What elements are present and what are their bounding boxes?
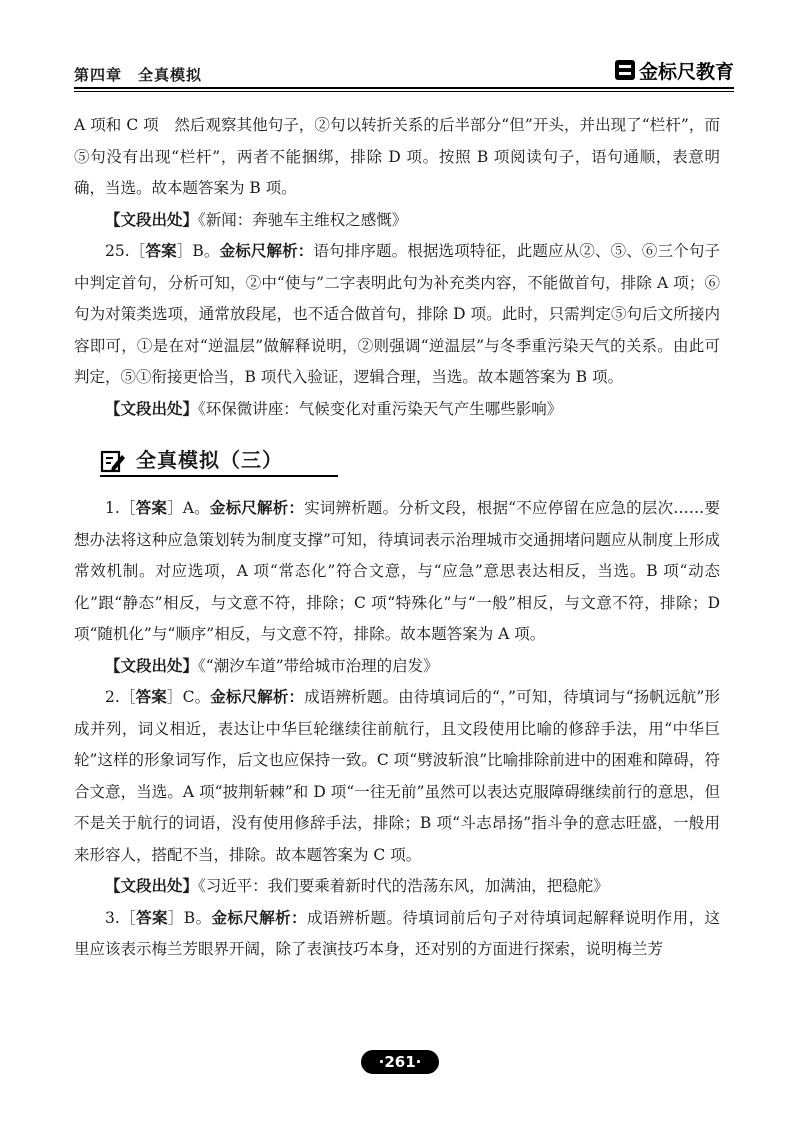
answer-label: 答案: [145, 242, 177, 260]
header-rule: [74, 87, 734, 89]
question-3: [74, 903, 720, 966]
source-label: 【文段出处】: [105, 210, 199, 229]
source-text: 《环保微讲座：气候变化对重污染天气产生哪些影响》: [198, 399, 563, 418]
edit-note-icon: [100, 448, 126, 474]
source-label: 【文段出处】: [105, 656, 199, 675]
analysis-label: 金标尺解析：: [210, 688, 305, 706]
header-rule-thin: [74, 91, 734, 92]
source-25: [74, 394, 720, 426]
answer-value: ］C。: [166, 688, 211, 706]
brand-name: 金标尺教育: [638, 60, 734, 83]
answer-label: 答案: [135, 688, 167, 706]
page-body: [74, 110, 720, 966]
source-text: 《习近平：我们要乘着新时代的浩荡东风，加满油，把稳舵》: [198, 877, 609, 895]
section-title: 全真模拟（三）: [136, 448, 283, 473]
analysis-text: 成语辨析题。由待填词后的“，”可知，待填词与“扬帆远航”形成并列，词义相近，表达让中华巨轮继续往前航行，且文段使用比喻的修辞手法，用“中华巨轮”这样的形象词写作，后文也应保持一致。C 项“劈波斩浪”比喻排除前进中的困难和障碍，符合文意，当选。A 项“披荆斩棘”和 D 项“一往无前”虽然可以表达克服障碍继续前行的意思，但不是关于航行的词语，没有使用修辞手法，排除；B 项“斗志昂扬”指斗争的意志旺盛，一般用来形容人，搭配不当，排除。故本题答案为 C 项。: [74, 688, 720, 864]
analysis-text: 成语辨析题。待填词前后句子对待填词起解释说明作用，这里应该表示梅兰芳眼界开阔，除了表演技巧本身，还对别的方面进行探索，说明梅兰芳: [74, 908, 720, 958]
source-2: [74, 871, 720, 903]
source-1: [74, 651, 720, 683]
question-number: 2.［: [105, 688, 136, 706]
answer-value: ］B。: [176, 242, 220, 260]
paragraph-continuation: A 项和 C 项 然后观察其他句子，②句以转折关系的后半部分“但”开头，并出现了“栏杆”，而⑤句没有出现“栏杆”，两者不能捆绑，排除 D 项。按照 B 项阅读句子，语句通顺，表意明确，当选。故本题答案为 B 项。: [74, 116, 720, 197]
question-25: [74, 236, 720, 394]
analysis-text: 实词辨析题。分析文段，根据“不应停留在应急的层次……要想办法将这种应急策划转为制度支撑”可知，待填词表示治理城市交通拥堵问题应从制度上形成常效机制。对应选项，A 项“常态化”符合文意，与“应急”意思表达相反，当选。B 项“动态化”跟“静态”相反，与文意不符，排除；C 项“特殊化”与“一般”相反，与文意不符，排除；D 项“随机化”与“顺序”相反，与文意不符，排除。故本题答案为 A 项。: [74, 499, 720, 643]
source-text: 《新闻：奔驰车主维权之感慨》: [198, 210, 408, 229]
question-number: 1.［: [105, 499, 136, 517]
answer-value: ］A。: [167, 499, 210, 517]
analysis-label: 金标尺解析：: [209, 499, 305, 517]
question-number: 25.［: [105, 242, 146, 260]
question-number: 3.［: [105, 908, 137, 927]
source-text: 《“潮汐车道”带给城市治理的启发》: [198, 656, 439, 675]
answer-label: 答案: [136, 908, 168, 927]
answer-value: ］B。: [167, 908, 212, 927]
source-label: 【文段出处】: [105, 877, 199, 895]
section-heading: [100, 441, 720, 481]
source-24: [74, 205, 720, 237]
section-underline: [100, 475, 338, 477]
analysis-text: 语句排序题。根据选项特征，此题应从②、⑤、⑥三个句子中判定首句，分析可知，②中“使与”二字表明此句为补充类内容，不能做首句，排除 A 项；⑥句为对策类选项，通常放段尾，也不适合做首句，排除 D 项。此时，只需判定⑤句后文所接内容即可，①是在对“逆温层”做解释说明，②则强调“逆温层”与冬季重污染天气的关系。由此可判定，⑤①衔接更恰当，B 项代入验证，逻辑合理，当选。故本题答案为 B 项。: [74, 242, 720, 386]
page-number: ·261·: [361, 1050, 439, 1074]
page-header: [74, 56, 734, 86]
brand-icon: [615, 60, 635, 80]
source-label: 【文段出处】: [105, 399, 199, 418]
question-2: [74, 682, 720, 871]
brand-logo: [615, 58, 734, 82]
question-1: [74, 493, 720, 651]
chapter-title: 第四章 全真模拟: [74, 66, 203, 84]
analysis-label: 金标尺解析：: [219, 242, 314, 260]
answer-label: 答案: [135, 499, 168, 517]
analysis-label: 金标尺解析：: [211, 908, 307, 927]
